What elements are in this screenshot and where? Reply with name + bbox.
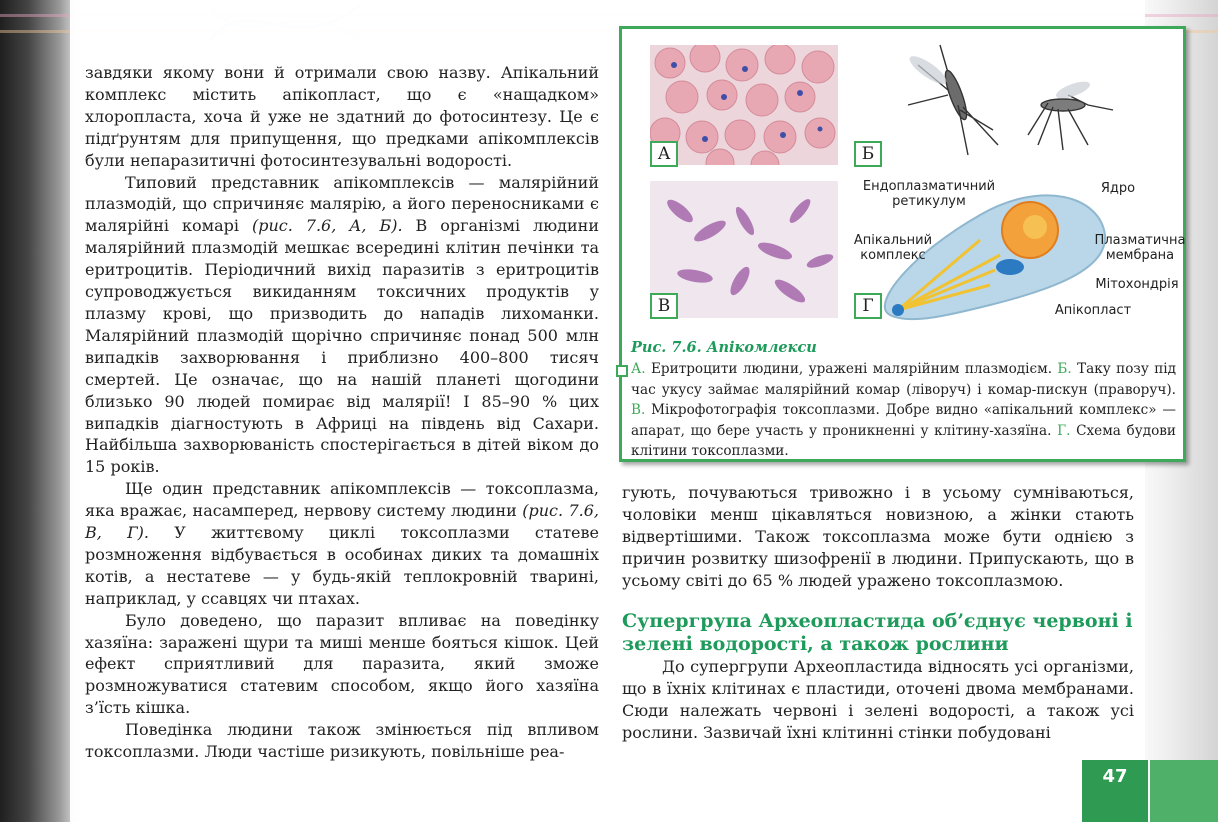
- caption-letter: А.: [631, 361, 646, 377]
- left-text-column: [85, 62, 599, 763]
- figure-reference: (рис. 7.6, А, Б).: [251, 216, 403, 236]
- panel-tag-g: Г: [854, 293, 882, 319]
- label-apical-complex: Апікальний комплекс: [853, 233, 933, 263]
- figure-7-6: [619, 26, 1186, 462]
- caption-letter: В.: [631, 402, 646, 418]
- caption-letter: Б.: [1057, 361, 1072, 377]
- paragraph: [85, 172, 599, 479]
- paragraph-text: В організмі людини малярійний плазмодій мешкає всередині клітин печінки та еритроцитів. Періодичний вихід паразитів з еритроцитів супроводжується викиданням токсичних продуктів у плазму крові, що призводить до нападів лихоманки. Малярійний плазмодій щорічно спричиняє понад 500 млн випадків захворювання і приблизно 400–800 тисяч смертей. Це означає, що на нашій планеті щогодини близько 90 людей помирає від малярії! І 85–90 % цих випадків діагностують в Африці на південь від Сахари. Найбільша захворюваність спостерігається в дітей віком до 15 років.: [85, 216, 599, 477]
- panel-tag-b: Б: [854, 141, 882, 167]
- label-plasma-membrane: Плазматична мембрана: [1094, 233, 1186, 263]
- mosquito-illustration: [848, 35, 1128, 170]
- page-number-tab-edge: [1150, 760, 1218, 822]
- caption-text: Схема будови клітини токсоплазми.: [631, 422, 1176, 459]
- paragraph: завдяки якому вони й отримали свою назву. Апікальний комплекс містить апікопласт, що є «нащадком» хлоропласта, хоча й уже не здатний до фотосинтезу. Це є підґрунтям для припущення, що предками апікомплексів були непаразитичні фотосинтезувальні водорості.: [85, 63, 599, 170]
- label-mitochondria: Мітохондрія: [1095, 277, 1179, 292]
- caption-text: Таку позу під час укусу займає малярійний комар (ліворуч) і комар-пискун (праворуч).: [631, 361, 1176, 398]
- figure-title: Рис. 7.6. Апікомлекси: [631, 339, 817, 356]
- toxoplasma-micrograph: [650, 181, 838, 318]
- label-apicoplast: Апікопласт: [1054, 303, 1132, 318]
- erythrocytes-photo: [650, 45, 838, 165]
- paragraph: Поведінка людини також змінюється під впливом токсоплазми. Люди частіше ризикують, повільніше реа-: [85, 720, 599, 762]
- right-text-column-lower: [622, 656, 1134, 744]
- left-page-shadow: [0, 0, 80, 822]
- figure-reference: (рис. 7.6, В, Г).: [85, 501, 600, 543]
- section-heading: Супергрупа Археопластида об’єднує червоні і зелені водорості, а також рослини: [622, 610, 1133, 655]
- panel-tag-a: А: [650, 141, 678, 167]
- paragraph-text: Ще один представник апікомплексів — токсоплазма, яка вражає, насамперед, нервову систему людини: [85, 479, 599, 521]
- label-nucleus: Ядро: [1100, 181, 1136, 196]
- caption-letter: Г.: [1057, 422, 1071, 439]
- right-text-column: [622, 482, 1134, 592]
- panel-tag-v: В: [650, 293, 678, 319]
- paragraph: Було доведено, що паразит впливає на поведінку хазяїна: заражені щури та миші менше бояться кішок. Цей ефект сприятливий для паразита, який зможе розмножуватися статевим способом, якщо його хазяїна з’їсть кішка.: [85, 610, 599, 718]
- caption-marker: [616, 365, 628, 377]
- figure-caption: [631, 359, 1176, 462]
- caption-text: Еритроцити людини, уражені малярійним плазмодієм.: [645, 361, 1058, 377]
- paragraph-text: У життєвому циклі токсоплазми статеве розмноження відбувається в особинах диких та домашніх котів, а нестатеве — у будь-якій теплокровній тварині, наприклад, у ссавцях чи птахах.: [85, 523, 599, 608]
- paragraph: гують, почуваються тривожно і в усьому сумніваються, чоловіки менш цікавляться новизною, а жінки стають відвертішими. Також токсоплазма може бути однією з причин розвитку шизофренії в людини. Припускають, що в усьому світі до 65 % людей уражено токсоплазмою.: [622, 483, 1134, 590]
- label-er: Ендоплазматичний ретикулум: [862, 179, 996, 209]
- paragraph: До супергрупи Археопластида відносять усі організми, що в їхніх клітинах є пластиди, оточені двома мембранами. Сюди належать червоні і зелені водорості, а також усі рослини. Зазвичай їхні клітинні стінки побудовані: [622, 657, 1134, 742]
- page-number: 47: [1102, 766, 1128, 787]
- paragraph-text: Типовий представник апікомплексів — малярійний плазмодій, що спричиняє малярію, а його переносниками є малярійні комарі: [85, 172, 599, 236]
- paragraph: [85, 478, 599, 609]
- caption-text: Мікрофотографія токсоплазми. Добре видно «апікальний комплекс» — апарат, що бере участь у проникненні у клітину-хазяїна.: [631, 402, 1176, 439]
